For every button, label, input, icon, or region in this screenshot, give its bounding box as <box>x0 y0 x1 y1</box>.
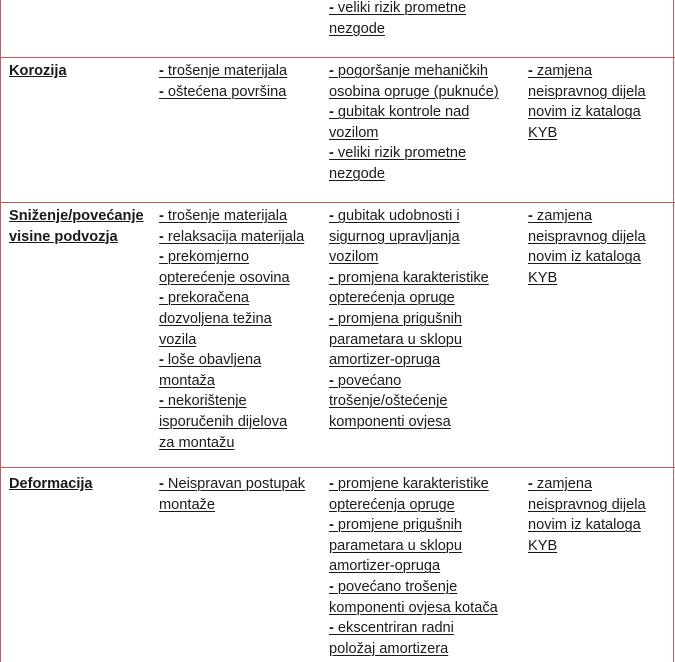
bullet-dash: - <box>159 290 168 307</box>
list-item-line <box>329 102 524 123</box>
list-item-line <box>329 495 524 516</box>
list-item-text: KYB <box>528 537 558 554</box>
list-item-text: vozilom <box>329 249 379 266</box>
list-item-line <box>528 123 668 144</box>
list-item-line <box>159 288 324 309</box>
list-item-text: promjena karakteristike <box>337 269 489 286</box>
bullet-dash: - <box>329 269 338 286</box>
list-item-line <box>159 495 324 516</box>
list-item-text: trošenje materijala <box>167 208 288 224</box>
list-item-line <box>329 474 524 495</box>
row-1-remedy <box>528 61 668 143</box>
list-item-line <box>159 391 324 412</box>
row-3-consequences <box>329 474 524 659</box>
list-item-line <box>329 227 524 248</box>
list-item-text: veliki rizik prometne <box>337 145 467 162</box>
list-item-text: relaksacija materijala <box>167 228 305 245</box>
bullet-dash: - <box>329 145 338 162</box>
list-item-line <box>528 247 668 268</box>
list-item-text: vozila <box>159 331 197 348</box>
list-item-line <box>329 618 524 639</box>
list-item-line <box>329 536 524 557</box>
list-item-text: montaža <box>159 372 215 389</box>
list-item-text: pogoršanje mehaničkih <box>337 63 489 79</box>
list-item-text: osobina opruge (puknuće) <box>329 83 499 100</box>
list-item-line <box>329 247 524 268</box>
row-divider <box>0 202 675 203</box>
list-item-text: za montažu <box>159 434 235 451</box>
list-item-line <box>329 268 524 289</box>
list-item-text: dozvoljena težina <box>159 310 272 327</box>
list-item-line <box>528 495 668 516</box>
list-item-line <box>329 164 524 185</box>
list-item-text: amortizer-opruga <box>329 558 441 575</box>
bullet-dash: - <box>329 63 338 79</box>
list-item-text: promjene karakteristike <box>337 476 489 492</box>
list-item-text: nekorištenje <box>167 393 247 410</box>
list-item-line <box>329 391 524 412</box>
list-item-text: KYB <box>528 124 558 141</box>
list-item-line <box>329 515 524 536</box>
list-item-line <box>329 206 524 227</box>
table-border-left <box>0 0 1 662</box>
list-item-text: položaj amortizera <box>329 640 449 657</box>
row-2-remedy <box>528 206 668 288</box>
list-item-text: nezgode <box>329 20 385 37</box>
list-item-text: komponenti ovjesa <box>329 413 451 430</box>
list-item-line <box>528 268 668 289</box>
list-item-text: povećano trošenje <box>337 578 458 595</box>
list-item-line <box>329 143 524 164</box>
list-item-line <box>159 330 324 351</box>
list-item-text: montaže <box>159 496 215 513</box>
list-item-text: promjena prigušnih <box>337 310 463 327</box>
list-item-line <box>329 330 524 351</box>
bullet-dash: - <box>329 476 338 492</box>
list-item-line <box>159 206 324 227</box>
list-item-line <box>528 102 668 123</box>
row-2-causes <box>159 206 324 453</box>
list-item-line <box>159 309 324 330</box>
list-item-line <box>159 268 324 289</box>
list-item-text: prekoračena <box>167 290 250 307</box>
list-item-text: prekomjerno <box>167 249 250 266</box>
list-item-text: komponenti ovjesa kotača <box>329 599 498 616</box>
row-1-causes <box>159 61 324 102</box>
list-item-line <box>528 515 668 536</box>
bullet-dash: - <box>159 228 168 245</box>
list-item-line <box>159 371 324 392</box>
list-item-text: opterećenja opruge <box>329 496 455 513</box>
list-item-text: Neispravan postupak <box>167 476 306 492</box>
list-item-line <box>528 474 668 495</box>
list-item-text: neispravnog dijela <box>528 496 646 513</box>
list-item-text: parametara u sklopu <box>329 331 463 348</box>
list-item-line <box>329 350 524 371</box>
list-item-line <box>528 206 668 227</box>
bullet-dash: - <box>159 476 168 492</box>
list-item-line <box>159 227 324 248</box>
list-item-text: KYB <box>528 269 558 286</box>
list-item-text: neispravnog dijela <box>528 83 646 100</box>
list-item-text: novim iz kataloga <box>528 249 641 266</box>
list-item-text: opterećenje osovina <box>159 269 290 286</box>
bullet-dash: - <box>159 208 168 224</box>
list-item-line <box>159 474 324 495</box>
list-item-text: trošenje materijala <box>167 63 288 79</box>
row-1-failure-mode <box>9 61 154 82</box>
list-item-text: zamjena <box>536 476 593 492</box>
list-item-text: gubitak udobnosti i <box>337 208 460 224</box>
list-item-text: loše obavljena <box>167 352 262 369</box>
row-3-remedy <box>528 474 668 556</box>
list-item-text: zamjena <box>536 63 593 79</box>
list-item-text: ekscentriran radni <box>337 620 454 637</box>
list-item-text: veliki rizik prometne <box>337 0 467 16</box>
list-item-text: povećano <box>337 372 402 389</box>
list-item-text: vozilom <box>329 124 379 141</box>
list-item-line <box>329 639 524 660</box>
bullet-dash: - <box>329 208 338 224</box>
bullet-dash: - <box>329 578 338 595</box>
list-item-text: gubitak kontrole nad <box>337 104 470 121</box>
list-item-line <box>159 82 324 103</box>
list-item-text: nezgode <box>329 165 385 182</box>
list-item-line <box>159 350 324 371</box>
bullet-dash: - <box>329 372 338 389</box>
list-item-line <box>159 412 324 433</box>
list-item-line <box>159 247 324 268</box>
list-item-text: opterećenja opruge <box>329 290 455 307</box>
list-item-line <box>329 556 524 577</box>
list-item-line <box>159 433 324 454</box>
bullet-dash: - <box>329 517 338 534</box>
bullet-dash: - <box>329 0 338 16</box>
list-item-line <box>329 412 524 433</box>
bullet-dash: - <box>329 104 338 121</box>
bullet-dash: - <box>159 352 168 369</box>
list-item-line <box>528 227 668 248</box>
row-divider <box>0 57 675 58</box>
list-item-line <box>159 61 324 82</box>
list-item-text: parametara u sklopu <box>329 537 463 554</box>
bullet-dash: - <box>159 393 168 410</box>
list-item-text: promjene prigušnih <box>337 517 463 534</box>
bullet-dash: - <box>329 310 338 327</box>
row-2-failure-mode <box>9 206 157 247</box>
list-item-text: amortizer-opruga <box>329 352 441 369</box>
failure-mode-label: Deformacija <box>9 476 93 492</box>
failure-mode-label: visine podvozja <box>9 228 118 245</box>
list-item-line <box>329 61 524 82</box>
list-item-line <box>528 536 668 557</box>
failure-mode-label: Sniženje/povećanje <box>9 208 144 224</box>
list-item-line <box>329 123 524 144</box>
list-item-line <box>329 82 524 103</box>
list-item-line <box>329 0 529 19</box>
bullet-dash: - <box>528 208 537 224</box>
bullet-dash: - <box>159 83 168 100</box>
list-item-text: trošenje/oštećenje <box>329 393 448 410</box>
row-2-consequences <box>329 206 524 433</box>
row-3-causes <box>159 474 324 515</box>
list-item-line <box>329 598 524 619</box>
table-border-right <box>673 0 674 662</box>
row-0-consequences <box>329 0 529 39</box>
row-divider <box>0 467 675 468</box>
list-item-text: novim iz kataloga <box>528 517 641 534</box>
list-item-line <box>329 19 529 40</box>
bullet-dash: - <box>528 476 537 492</box>
list-item-text: novim iz kataloga <box>528 104 641 121</box>
list-item-text: sigurnog upravljanja <box>329 228 460 245</box>
list-item-line <box>329 288 524 309</box>
list-item-text: neispravnog dijela <box>528 228 646 245</box>
list-item-line <box>528 61 668 82</box>
row-3-failure-mode <box>9 474 154 495</box>
bullet-dash: - <box>528 63 537 79</box>
list-item-line <box>329 371 524 392</box>
bullet-dash: - <box>159 63 168 79</box>
bullet-dash: - <box>159 249 168 266</box>
bullet-dash: - <box>329 620 338 637</box>
list-item-line <box>329 309 524 330</box>
list-item-text: zamjena <box>536 208 593 224</box>
row-1-consequences <box>329 61 524 185</box>
list-item-line <box>528 82 668 103</box>
list-item-text: oštećena površina <box>167 83 287 100</box>
list-item-line <box>329 577 524 598</box>
list-item-text: isporučenih dijelova <box>159 413 288 430</box>
failure-mode-label: Korozija <box>9 63 67 79</box>
